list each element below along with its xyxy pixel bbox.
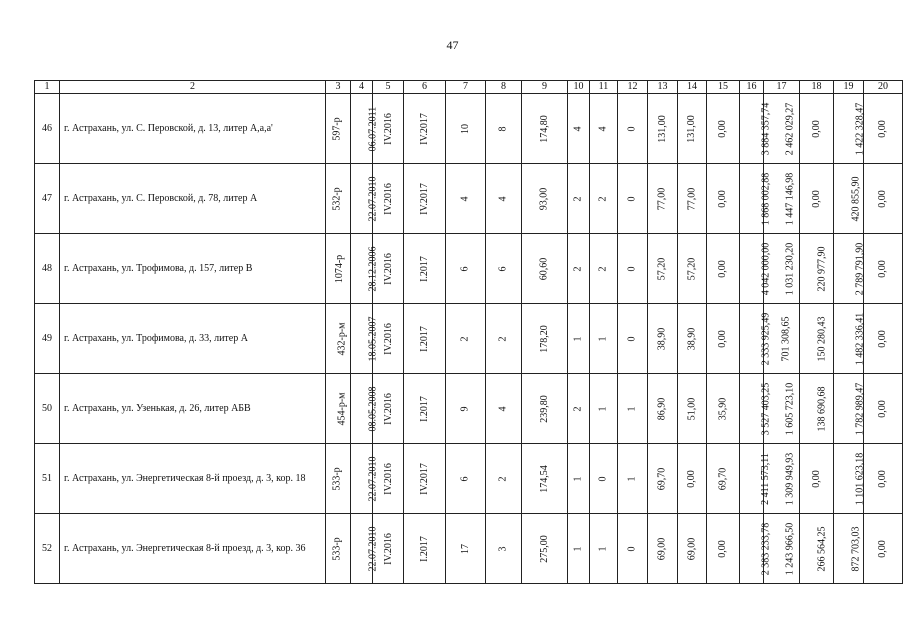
cell-value: 1 605 723,10 — [784, 382, 796, 436]
column-header: 3 — [326, 81, 351, 94]
cell-value: IV.2017 — [418, 463, 430, 495]
cell-value: 0,00 — [877, 470, 888, 488]
table-cell — [446, 514, 486, 584]
table-cell — [404, 514, 446, 584]
table-cell — [446, 94, 486, 164]
table-cell — [800, 164, 834, 234]
cell-value: 2 — [572, 406, 584, 412]
cell-value: 0,00 — [877, 400, 888, 418]
cell-value: 2 — [597, 196, 609, 202]
cell-value: 4 — [572, 126, 584, 132]
column-header: 4 — [351, 81, 373, 94]
table-cell — [648, 164, 678, 234]
cell-value: 0 — [626, 266, 638, 272]
cell-value: 3 527 403,25 — [760, 382, 772, 436]
table-cell — [522, 304, 568, 374]
table-cell — [351, 164, 379, 234]
cell-value: 0,00 — [877, 260, 888, 278]
column-header: 16 — [740, 81, 764, 94]
cell-value: I.2017 — [418, 256, 430, 282]
table-cell — [404, 234, 446, 304]
cell-value: 1 447 146,98 — [784, 172, 796, 226]
table-cell — [590, 164, 618, 234]
cell-value: 4 — [459, 196, 471, 202]
table-cell — [522, 164, 568, 234]
table-cell — [486, 444, 522, 514]
cell-value: 69,70 — [717, 467, 728, 491]
cell-value: 1 — [626, 476, 638, 482]
table-cell — [648, 234, 678, 304]
cell-value: 3 — [497, 546, 509, 552]
cell-value: 0,00 — [877, 330, 888, 348]
table-cell — [568, 234, 590, 304]
cell-value: 533-р — [332, 537, 343, 561]
table-cell — [351, 304, 379, 374]
table-row — [35, 304, 903, 374]
cell-value: 38,90 — [656, 327, 668, 351]
table-cell — [326, 94, 351, 164]
table-cell — [707, 444, 740, 514]
cell-value: I.2017 — [418, 326, 430, 352]
table-cell — [864, 304, 903, 374]
table-cell — [486, 374, 522, 444]
table-cell — [351, 234, 379, 304]
table-cell — [834, 234, 864, 304]
table-cell — [800, 94, 834, 164]
cell-value: 10 — [459, 124, 471, 134]
table-cell — [351, 374, 379, 444]
table-cell — [648, 514, 678, 584]
header-row — [35, 81, 903, 94]
row-number: 52 — [35, 514, 60, 584]
table-cell — [486, 304, 522, 374]
cell-value: 1 482 336,41 — [854, 312, 866, 366]
table-cell — [800, 234, 834, 304]
cell-value: 22.07.2010 — [367, 526, 379, 572]
table-cell — [568, 514, 590, 584]
table-cell — [326, 164, 351, 234]
cell-value: I.2017 — [418, 536, 430, 562]
cell-value: 1 031 230,20 — [784, 242, 796, 296]
cell-value: 57,20 — [686, 257, 697, 281]
table-cell — [326, 514, 351, 584]
cell-value: 69,00 — [656, 537, 668, 561]
column-header: 17 — [764, 81, 800, 94]
table-cell — [864, 94, 903, 164]
table-cell — [740, 374, 772, 444]
table-cell — [740, 444, 771, 514]
table-cell — [568, 444, 590, 514]
table-cell — [590, 94, 618, 164]
cell-value: 220 977,90 — [816, 246, 828, 292]
cell-value: 597-р — [332, 117, 343, 141]
table-cell — [864, 374, 903, 444]
cell-value: 1 422 328,47 — [854, 102, 866, 156]
row-number: 48 — [35, 234, 60, 304]
cell-value: IV.2016 — [382, 253, 394, 285]
table-cell — [590, 304, 618, 374]
cell-value: 701 308,65 — [780, 316, 792, 362]
table-cell — [404, 164, 446, 234]
cell-value: 0 — [626, 546, 638, 552]
table-cell — [326, 444, 351, 514]
table-cell — [568, 164, 590, 234]
cell-value: 432-р-м — [336, 322, 348, 356]
cell-value: 1 782 989,47 — [854, 382, 866, 436]
cell-value: 0 — [626, 196, 638, 202]
cell-value: 2 333 925,49 — [760, 312, 772, 366]
table-cell — [446, 234, 486, 304]
table-cell — [800, 374, 834, 444]
cell-value: 06.07.2011 — [367, 106, 379, 152]
cell-value: 86,90 — [656, 397, 668, 421]
row-number: 49 — [35, 304, 60, 374]
cell-value: IV.2016 — [382, 113, 394, 145]
cell-value: 0,00 — [877, 120, 888, 138]
table-cell — [864, 444, 903, 514]
cell-value: 1 — [572, 336, 584, 342]
table-cell — [446, 164, 486, 234]
table-cell — [486, 514, 522, 584]
column-header: 7 — [446, 81, 486, 94]
cell-value: 1 243 966,50 — [784, 522, 796, 576]
cell-value: 17 — [459, 544, 471, 554]
cell-value: 174,80 — [538, 115, 550, 143]
cell-value: 60,60 — [538, 257, 550, 281]
cell-value: 1 309 949,93 — [784, 452, 796, 506]
table-cell — [678, 514, 707, 584]
table-cell — [326, 234, 351, 304]
table-cell — [678, 374, 707, 444]
cell-value: 1 — [572, 546, 584, 552]
table-cell — [522, 444, 568, 514]
cell-value: I.2017 — [418, 396, 430, 422]
table-cell — [351, 444, 379, 514]
table-cell — [618, 304, 648, 374]
column-header: 10 — [568, 81, 590, 94]
cell-value: 51,00 — [686, 397, 697, 421]
table-row — [35, 94, 903, 164]
column-header: 6 — [404, 81, 446, 94]
cell-value: 57,20 — [656, 257, 668, 281]
cell-value: 1 — [597, 336, 609, 342]
cell-value: 2 — [497, 336, 509, 342]
table-cell — [834, 94, 864, 164]
table-cell — [678, 444, 707, 514]
cell-value: 2 — [597, 266, 609, 272]
address-cell: г. Астрахань, ул. С. Перовской, д. 78, литер А — [60, 164, 326, 234]
column-header: 11 — [590, 81, 618, 94]
cell-value: 93,00 — [538, 187, 550, 211]
table-cell — [800, 514, 834, 584]
row-number: 47 — [35, 164, 60, 234]
table-cell — [648, 444, 678, 514]
cell-value: 0 — [626, 336, 638, 342]
cell-value: 872 703,03 — [850, 526, 862, 572]
cell-value: 35,90 — [717, 397, 728, 421]
cell-value: 0 — [626, 126, 638, 132]
table-cell — [351, 514, 379, 584]
cell-value: 1 — [572, 476, 584, 482]
table-cell — [648, 304, 678, 374]
cell-value: 174,54 — [538, 465, 550, 493]
row-number: 46 — [35, 94, 60, 164]
table-cell — [486, 234, 522, 304]
column-header: 20 — [864, 81, 903, 94]
address-cell: г. Астрахань, ул. С. Перовской, д. 13, литер А,а,а' — [60, 94, 326, 164]
table-cell — [740, 514, 772, 584]
table-cell — [522, 514, 568, 584]
table-cell — [648, 94, 678, 164]
table-cell — [486, 164, 522, 234]
cell-value: 131,00 — [656, 115, 668, 143]
cell-value: 266 564,25 — [816, 526, 828, 572]
table-row — [35, 234, 903, 304]
table-cell — [404, 444, 446, 514]
cell-value: 22.07.2010 — [367, 456, 379, 502]
table-cell — [618, 164, 648, 234]
row-number: 50 — [35, 374, 60, 444]
cell-value: IV.2016 — [382, 463, 394, 495]
column-header: 13 — [648, 81, 678, 94]
table-cell — [707, 514, 740, 584]
table-cell — [800, 304, 834, 374]
table-cell — [834, 374, 864, 444]
cell-value: 1 — [597, 546, 609, 552]
table-cell — [707, 94, 740, 164]
table-cell — [707, 164, 740, 234]
table-cell — [864, 234, 903, 304]
cell-value: 0,00 — [810, 470, 822, 488]
table-cell — [678, 304, 707, 374]
table-row — [35, 164, 903, 234]
cell-value: 08.05.2008 — [367, 386, 379, 432]
cell-value: 1 — [626, 406, 638, 412]
cell-value: 77,00 — [686, 187, 697, 211]
table-cell — [446, 304, 486, 374]
cell-value: 2 462 029,27 — [784, 102, 796, 156]
cell-value: 69,00 — [686, 537, 697, 561]
column-header: 12 — [618, 81, 648, 94]
cell-value: 2 383 233,78 — [760, 522, 772, 576]
cell-value: 28.12.2006 — [367, 246, 379, 292]
table-cell — [707, 374, 740, 444]
table-cell — [834, 514, 864, 584]
page-number: 47 — [446, 38, 459, 52]
cell-value: 4 042 000,00 — [760, 242, 772, 296]
table-cell — [740, 94, 772, 164]
table-cell — [618, 514, 648, 584]
table-cell — [522, 374, 568, 444]
cell-value: 8 — [497, 126, 509, 132]
cell-value: 131,00 — [686, 115, 697, 143]
column-header: 2 — [60, 81, 326, 94]
cell-value: 0,00 — [810, 190, 822, 208]
table-cell — [678, 234, 707, 304]
table-cell — [590, 234, 618, 304]
cell-value: 454-р-м — [336, 392, 348, 426]
cell-value: 0 — [597, 476, 609, 482]
cell-value: 69,70 — [656, 467, 668, 491]
table-cell — [351, 94, 379, 164]
cell-value: 4 — [497, 196, 509, 202]
cell-value: 0,00 — [717, 260, 728, 278]
cell-value: 0,00 — [877, 190, 888, 208]
address-cell: г. Астрахань, ул. Энергетическая 8-й проезд, д. 3, кор. 18 — [60, 444, 326, 514]
table-cell — [446, 444, 486, 514]
table-cell — [404, 304, 446, 374]
table-cell — [590, 444, 618, 514]
table-cell — [568, 304, 590, 374]
cell-value: 0,00 — [717, 540, 728, 558]
table-cell — [486, 94, 522, 164]
cell-value: 18.05.2007 — [367, 316, 379, 362]
cell-value: 0,00 — [717, 330, 728, 348]
address-cell: г. Астрахань, ул. Трофимова, д. 157, литер В — [60, 234, 326, 304]
cell-value: 2 — [459, 336, 471, 342]
cell-value: IV.2017 — [418, 113, 430, 145]
cell-value: 3 884 357,74 — [760, 102, 772, 156]
cell-value: 275,00 — [538, 535, 550, 563]
table-cell — [864, 164, 903, 234]
cell-value: 2 — [572, 266, 584, 272]
address-cell: г. Астрахань, ул. Трофимова, д. 33, литер А — [60, 304, 326, 374]
table-row — [35, 374, 903, 444]
cell-value: IV.2016 — [382, 183, 394, 215]
cell-value: 1074-р — [334, 254, 346, 284]
table-cell — [834, 164, 864, 234]
table-cell — [404, 374, 446, 444]
data-table — [34, 80, 903, 584]
column-header: 1 — [35, 81, 60, 94]
cell-value: 0,00 — [877, 540, 888, 558]
table-cell — [618, 234, 648, 304]
column-header: 14 — [678, 81, 707, 94]
table-cell — [740, 164, 772, 234]
table-cell — [446, 374, 486, 444]
cell-value: 4 — [597, 126, 609, 132]
cell-value: 239,80 — [538, 395, 550, 423]
cell-value: 0,00 — [686, 470, 697, 488]
table-cell — [740, 234, 772, 304]
table-cell — [707, 304, 740, 374]
cell-value: 6 — [459, 266, 471, 272]
column-header: 15 — [707, 81, 740, 94]
cell-value: 77,00 — [656, 187, 668, 211]
cell-value: 0,00 — [810, 120, 822, 138]
column-header: 18 — [800, 81, 834, 94]
cell-value: IV.2016 — [382, 323, 394, 355]
cell-value: 0,00 — [717, 190, 728, 208]
cell-value: 1 — [597, 406, 609, 412]
column-header: 8 — [486, 81, 522, 94]
table-cell — [648, 374, 678, 444]
cell-value: 178,20 — [538, 325, 550, 353]
table-cell — [740, 304, 772, 374]
table-cell — [618, 444, 648, 514]
table-cell — [834, 444, 864, 514]
table-cell — [678, 94, 707, 164]
cell-value: 6 — [497, 266, 509, 272]
table-cell — [864, 514, 903, 584]
table-cell — [678, 164, 707, 234]
cell-value: 150 280,43 — [816, 316, 828, 362]
cell-value: 1 101 623,18 — [854, 452, 866, 506]
table-cell — [618, 94, 648, 164]
cell-value: 420 855,90 — [850, 176, 862, 222]
table-cell — [590, 514, 618, 584]
table-cell — [522, 234, 568, 304]
cell-value: 2 — [497, 476, 509, 482]
cell-value: 2 411 573,11 — [759, 453, 771, 505]
table-cell — [590, 374, 618, 444]
cell-value: 38,90 — [686, 327, 697, 351]
cell-value: 22.07.2010 — [367, 176, 379, 222]
table-cell — [326, 374, 351, 444]
table-cell — [326, 304, 351, 374]
cell-value: IV.2016 — [382, 533, 394, 565]
row-number: 51 — [35, 444, 60, 514]
table-cell — [800, 444, 834, 514]
cell-value: 6 — [459, 476, 471, 482]
table-cell — [568, 94, 590, 164]
cell-value: 138 690,68 — [816, 386, 828, 432]
cell-value: 2 789 791,90 — [854, 242, 866, 296]
table-cell — [707, 234, 740, 304]
column-header: 5 — [373, 81, 404, 94]
cell-value: 533-р — [332, 467, 343, 491]
cell-value: IV.2017 — [418, 183, 430, 215]
cell-value: 1 868 002,88 — [760, 172, 772, 226]
cell-value: 0,00 — [717, 120, 728, 138]
address-cell: г. Астрахань, ул. Узенькая, д. 26, литер АБВ — [60, 374, 326, 444]
table-cell — [568, 374, 590, 444]
cell-value: IV.2016 — [382, 393, 394, 425]
cell-value: 4 — [497, 406, 509, 412]
column-header: 19 — [834, 81, 864, 94]
column-header: 9 — [522, 81, 568, 94]
table-cell — [834, 304, 864, 374]
table-row — [35, 444, 903, 514]
table-cell — [404, 94, 446, 164]
table-row — [35, 514, 903, 584]
cell-value: 2 — [572, 196, 584, 202]
cell-value: 9 — [459, 406, 471, 412]
table-cell — [522, 94, 568, 164]
address-cell: г. Астрахань, ул. Энергетическая 8-й проезд, д. 3, кор. 36 — [60, 514, 326, 584]
table-cell — [618, 374, 648, 444]
cell-value: 532-р — [332, 187, 343, 211]
